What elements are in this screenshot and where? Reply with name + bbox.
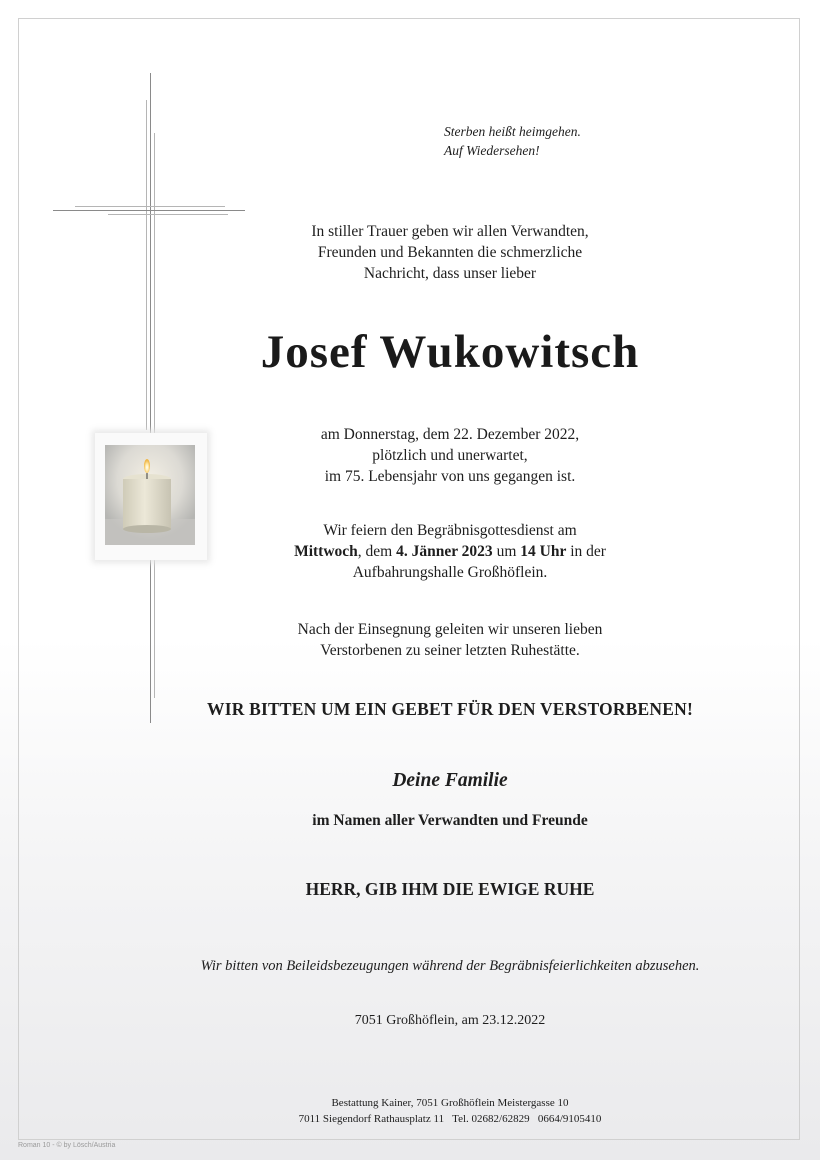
funeral-sep: um	[492, 543, 521, 560]
burial-line: Verstorbenen zu seiner letzten Ruhestätte.	[320, 642, 580, 659]
funeral-date: 4. Jänner 2023	[396, 543, 493, 560]
burial-line: Nach der Einsegnung geleiten wir unseren lieben	[297, 621, 603, 638]
eternal-rest: HERR, GIB IHM DIE EWIGE RUHE	[305, 879, 595, 899]
footer-line: 7011 Siegendorf Rathausplatz 11 Tel. 02682/62829 0664/9105410	[298, 1113, 602, 1125]
death-notice-line: plötzlich und unerwartet,	[372, 447, 528, 464]
on-behalf: im Namen aller Verwandten und Freunde	[312, 812, 588, 829]
intro-text	[120, 221, 780, 284]
death-notice-line: am Donnerstag, dem 22. Dezember 2022,	[320, 426, 580, 443]
motto-line: Auf Wiedersehen!	[444, 143, 540, 158]
condolence-note: Wir bitten von Beileidsbezeugungen während der Begräbnisfeierlichkeiten abzusehen.	[200, 958, 700, 974]
place-date: 7051 Großhöflein, am 23.12.2022	[354, 1013, 546, 1028]
death-notice-line: im 75. Lebensjahr von uns gegangen ist.	[324, 468, 576, 485]
funeral-sep: in der	[566, 543, 606, 560]
footer-line: Bestattung Kainer, 7051 Großhöflein Meistergasse 10	[331, 1097, 569, 1109]
death-notice	[120, 424, 780, 487]
funeral-weekday: Mittwoch	[294, 543, 358, 560]
funeral-sep: , dem	[357, 543, 397, 560]
prayer-request: WIR BITTEN UM EIN GEBET FÜR DEN VERSTORBENEN!	[207, 699, 693, 719]
intro-line: Freunden und Bekannten die schmerzliche	[317, 244, 583, 261]
motto	[444, 122, 581, 160]
deceased-name: Josef Wukowitsch	[260, 326, 640, 378]
funeral-home-footer	[120, 1095, 780, 1127]
funeral-line: Aufbahrungshalle Großhöflein.	[352, 564, 548, 581]
funeral-info	[120, 520, 780, 583]
intro-line: Nachricht, dass unser lieber	[363, 265, 537, 282]
intro-line: In stiller Trauer geben wir allen Verwandten,	[311, 223, 589, 240]
funeral-line-details	[120, 541, 780, 562]
funeral-time: 14 Uhr	[520, 543, 567, 560]
copyright: Roman 10 - © by Lösch/Austria	[18, 1142, 116, 1149]
burial-info	[120, 619, 780, 661]
motto-line: Sterben heißt heimgehen.	[444, 124, 581, 139]
family-signature: Deine Familie	[392, 770, 508, 791]
funeral-line: Wir feiern den Begräbnisgottesdienst am	[323, 522, 577, 539]
